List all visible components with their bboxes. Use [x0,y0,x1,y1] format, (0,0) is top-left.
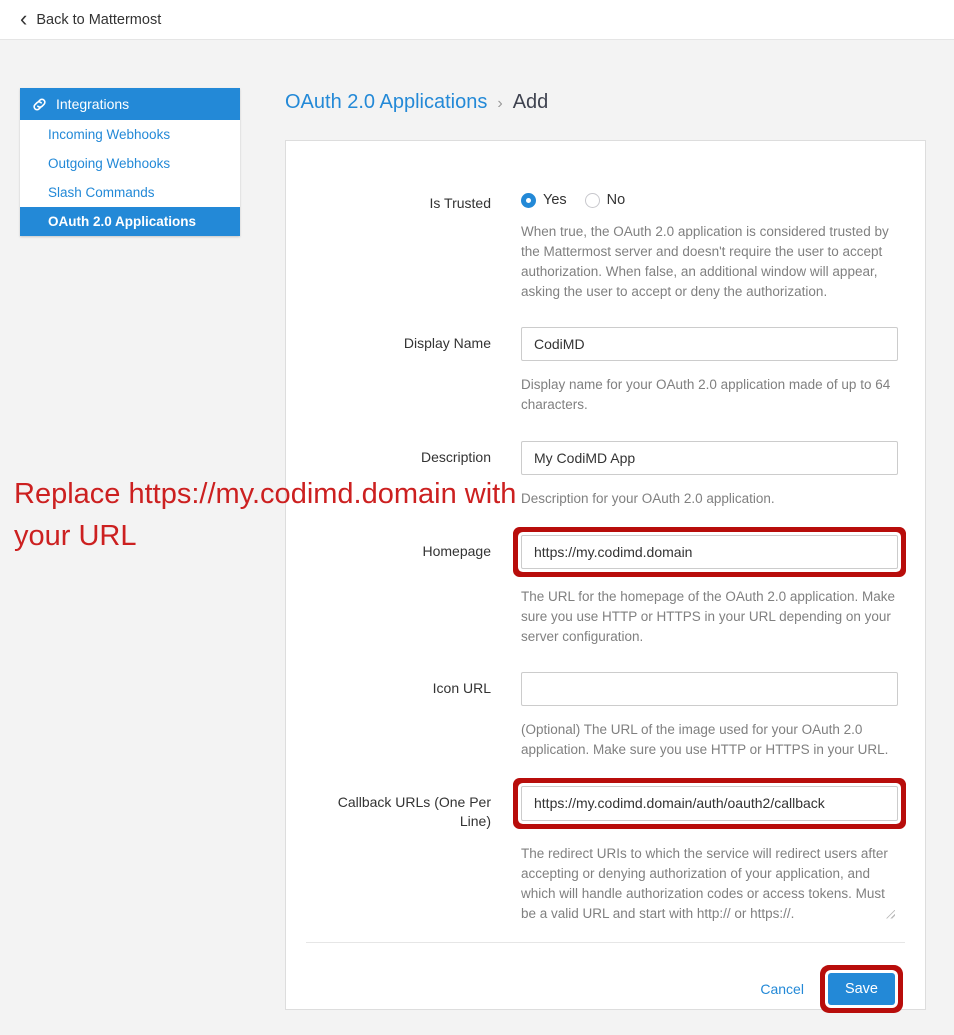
callback-urls-textarea[interactable] [521,786,898,821]
chevron-right-icon: › [497,94,503,112]
icon-url-row [306,672,905,760]
is-trusted-radio-group [521,187,898,208]
chevron-left-icon: ‹ [20,5,28,31]
no-radio-label: No [606,192,626,208]
callback-urls-row [306,786,905,923]
is-trusted-help-text: When true, the OAuth 2.0 application is considered trusted by the Mattermost server and doesn't require the user to accept authorization. When false, an additional window will appear, asking the user to accept or deny the authorization. [521,224,889,299]
top-bar [0,0,954,40]
icon-url-input[interactable] [521,672,898,706]
sidebar-item-slash-commands[interactable]: Slash Commands [20,178,240,207]
sidebar-item-incoming-webhooks[interactable]: Incoming Webhooks [20,120,240,149]
integrations-sidebar [20,88,240,236]
breadcrumb-parent-link[interactable]: OAuth 2.0 Applications [285,91,488,113]
cancel-link[interactable]: Cancel [760,980,804,997]
display-name-row [306,327,905,415]
description-help-text: Description for your OAuth 2.0 application. [521,491,775,507]
is-trusted-yes-radio[interactable] [521,192,567,208]
sidebar-item-oauth-applications[interactable]: OAuth 2.0 Applications [20,207,240,236]
breadcrumb-current: Add [512,91,549,113]
is-trusted-label: Is Trusted [429,195,491,211]
icon-url-help-text: (Optional) The URL of the image used for your OAuth 2.0 application. Make sure you use HTTP or HTTPS in your URL. [521,722,889,758]
save-button[interactable]: Save [828,973,895,1005]
is-trusted-row [306,187,905,301]
is-trusted-no-radio[interactable] [585,192,626,208]
radio-unselected-icon [585,193,600,208]
display-name-help-text: Display name for your OAuth 2.0 application made of up to 64 characters. [521,377,891,413]
homepage-help-text: The URL for the homepage of the OAuth 2.0 application. Make sure you use HTTP or HTTPS in your URL depending on your server configuration. [521,588,895,644]
sidebar-header-integrations[interactable] [20,88,240,120]
oauth-add-form [306,161,905,1005]
back-link-label: Back to Mattermost [36,11,162,28]
radio-selected-icon [521,193,536,208]
callback-urls-label: Callback URLs (One Per Line) [337,794,491,830]
description-input[interactable] [521,441,898,475]
link-icon [32,97,47,112]
callback-urls-help-text: The redirect URIs to which the service will redirect users after accepting or denying authorization of your application, and which will handle authorization codes or access tokens. Must be a valid URL and start with http:// or https://. [521,846,888,921]
form-footer [306,943,905,1005]
homepage-input[interactable] [521,535,898,569]
breadcrumb [285,91,548,114]
yes-radio-label: Yes [543,192,567,208]
display-name-input[interactable] [521,327,898,361]
icon-url-label: Icon URL [432,680,491,697]
sidebar-item-outgoing-webhooks[interactable]: Outgoing Webhooks [20,149,240,178]
annotation-replace-url-note: Replace https://my.codimd.domain with your URL [14,478,517,553]
description-row [306,441,905,509]
sidebar-header-label: Integrations [56,96,130,112]
back-to-mattermost-link[interactable] [20,5,162,31]
description-label: Description [420,449,491,466]
homepage-label: Homepage [422,542,491,559]
homepage-row [306,535,905,647]
oauth-add-form-panel [285,140,926,1010]
display-name-label: Display Name [403,335,491,352]
